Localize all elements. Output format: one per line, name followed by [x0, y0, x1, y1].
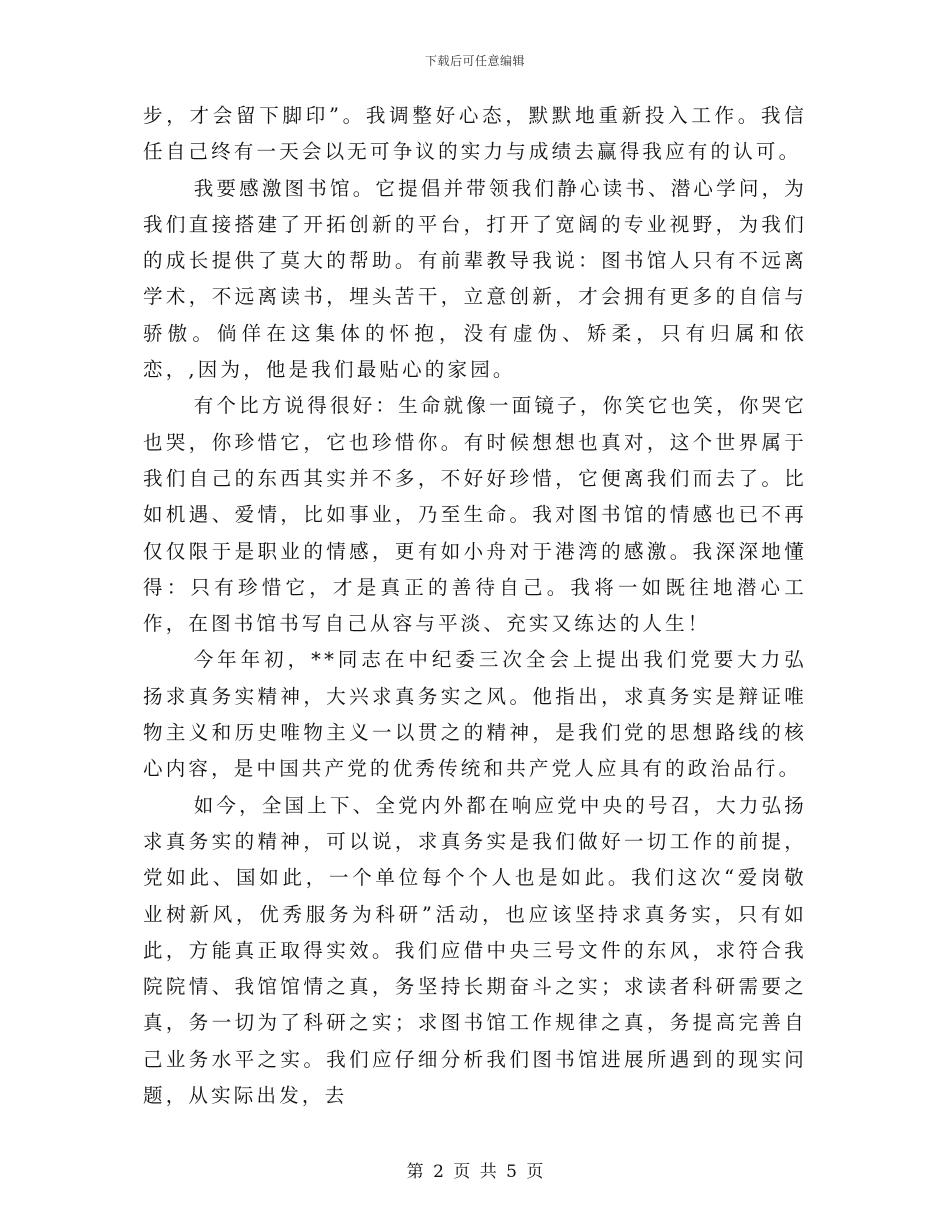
document-body	[143, 98, 807, 1114]
paragraph-seek-truth: 今年年初，**同志在中纪委三次全会上提出我们党要大力弘扬求真务实精神，大兴求真务实之风。他指出，求真务实是辩证唯物主义和历史唯物主义一以贯之的精神，是我们党的思想路线的核心内容，是中国共产党的优秀传统和共产党人应具有的政治品行。	[143, 648, 807, 781]
paragraph-life-mirror: 有个比方说得很好：生命就像一面镜子，你笑它也笑，你哭它也哭，你珍惜它，它也珍惜你。有时候想想也真对，这个世界属于我们自己的东西其实并不多，不好好珍惜，它便离我们而去了。比如机遇、爱情，比如事业，乃至生命。我对图书馆的情感也已不再仅仅限于是职业的情感，更有如小舟对于港湾的感激。我深深地懂得：只有珍惜它，才是真正的善待自己。我将一如既往地潜心工作，在图书馆书写自己从容与平淡、充实又练达的人生！	[143, 394, 807, 636]
paragraph-library-gratitude: 我要感激图书馆。它提倡并带领我们静心读书、潜心学问，为我们直接搭建了开拓创新的平台，打开了宽阔的专业视野，为我们的成长提供了莫大的帮助。有前辈教导我说：图书馆人只有不远离学术，不远离读书，埋头苦干，立意创新，才会拥有更多的自信与骄傲。倘佯在这集体的怀抱，没有虚伪、矫柔，只有归属和依恋，,因为，他是我们最贴心的家园。	[143, 176, 807, 382]
paragraph-nationwide-response: 如今，全国上下、全党内外都在响应党中央的号召，大力弘扬求真务实的精神，可以说，求真务实是我们做好一切工作的前提，党如此、国如此，一个单位每个个人也是如此。我们这次“爱岗敬业树新风，优秀服务为科研”活动，也应该坚持求真务实，只有如此，方能真正取得实效。我们应借中央三号文件的东风，求符合我院院情、我馆馆情之真，务坚持长期奋斗之实；求读者科研需要之真，务一切为了科研之实；求图书馆工作规律之真，务提高完善自己业务水平之实。我们应仔细分析我们图书馆进展所遇到的现实问题，从实际出发，去	[143, 793, 807, 1108]
page-number: 第 2 页 共 5 页	[406, 1162, 544, 1182]
paragraph-continuation: 步，才会留下脚印”。我调整好心态，默默地重新投入工作。我信任自己终有一天会以无可争议的实力与成绩去赢得我应有的认可。	[143, 104, 807, 164]
page-header-note: 下载后可任意编辑	[424, 54, 525, 68]
